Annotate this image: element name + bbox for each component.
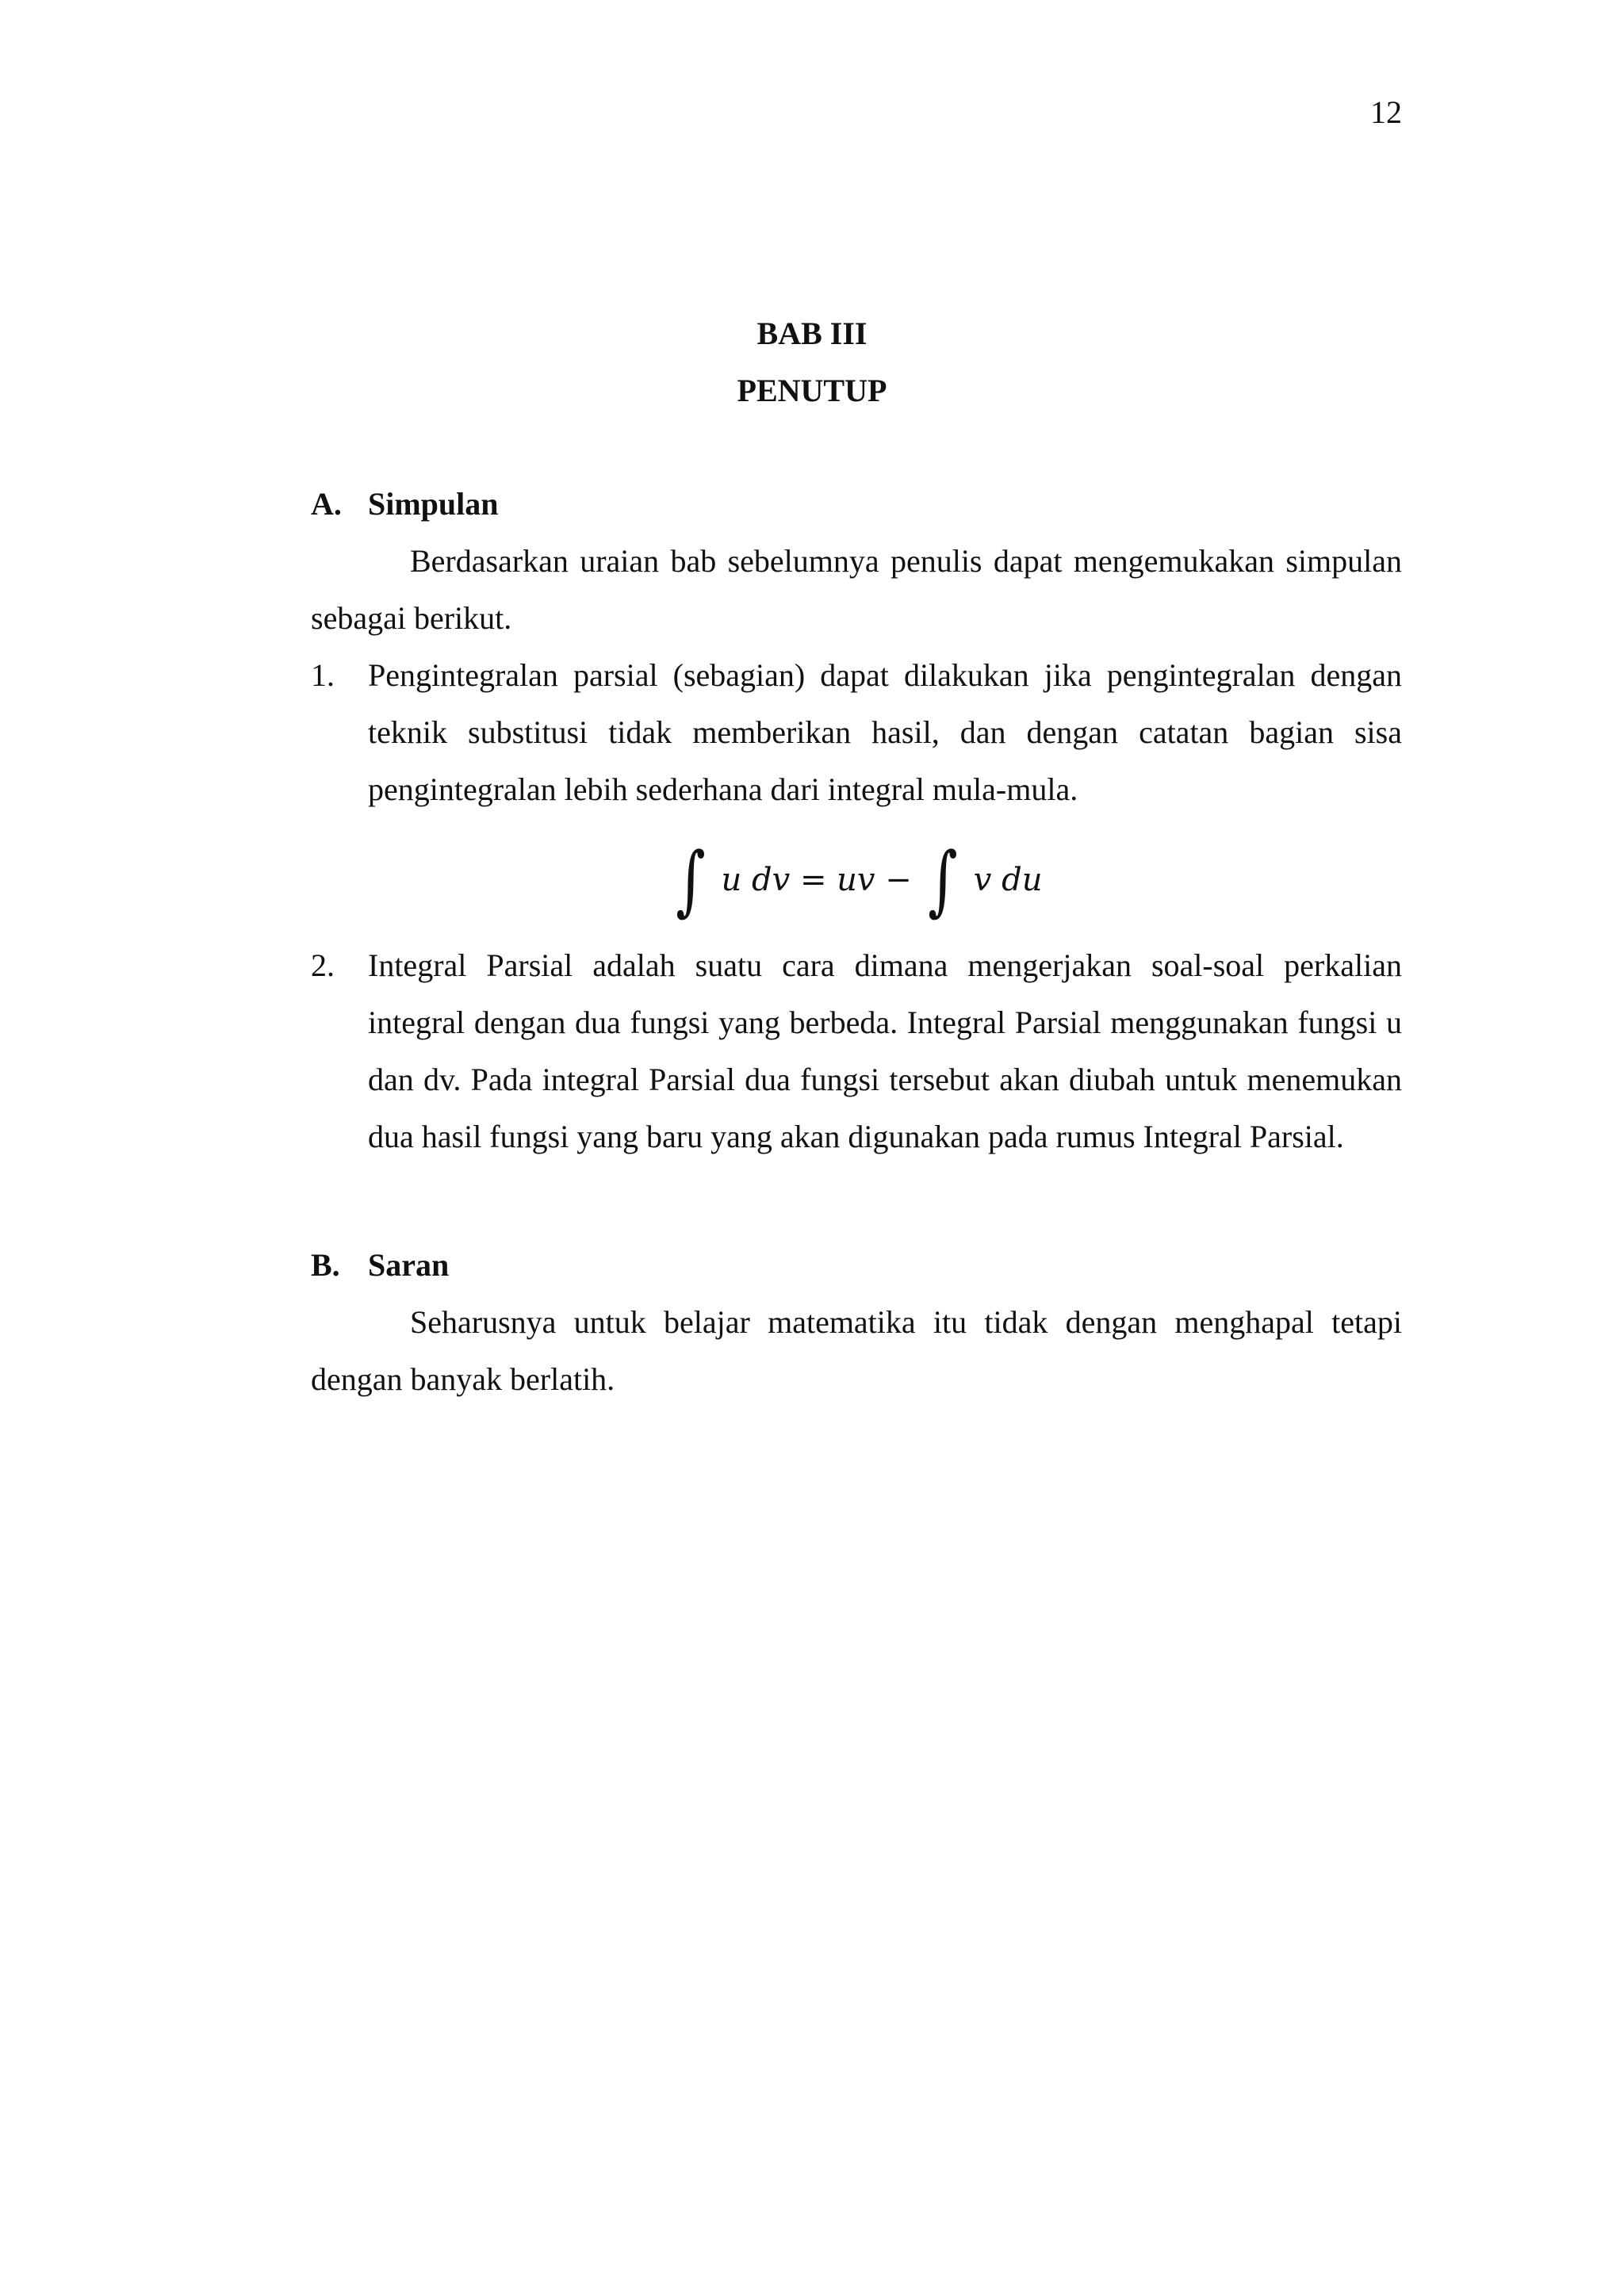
section-a-intro: Berdasarkan uraian bab sebelumnya penulis dapat mengemukakan simpulan sebagai berikut. xyxy=(311,543,1402,636)
chapter-title: BAB III xyxy=(756,316,868,351)
section-a-title: Simpulan xyxy=(368,486,499,522)
list-item-text: Integral Parsial adalah suatu cara dimana mengerjakan soal-soal perkalian integral dengan dua fungsi yang berbeda. Integral Parsial menggunakan fungsi u dan dv. Pada integral Parsial dua fungsi tersebut akan diubah untuk menemukan dua hasil fungsi yang baru yang akan digunakan pada rumus Integral Parsial. xyxy=(368,947,1402,1154)
chapter-heading xyxy=(0,305,1624,419)
section-b-heading xyxy=(311,1237,1402,1294)
list-item xyxy=(311,647,1402,818)
document-body xyxy=(311,476,1402,1408)
equation-left-side: u dv = uv − xyxy=(721,862,912,898)
page-number: 12 xyxy=(1370,94,1402,130)
list-item xyxy=(311,937,1402,1165)
section-spacer xyxy=(311,1165,1402,1237)
section-b-text: Seharusnya untuk belajar matematika itu tidak dengan menghapal tetapi dengan banyak berlatih. xyxy=(311,1304,1402,1397)
integral-sign-right: ∫ xyxy=(928,836,958,924)
integral-sign-left: ∫ xyxy=(675,836,706,924)
list-item-text: Pengintegralan parsial (sebagian) dapat dilakukan jika pengintegralan dengan teknik substitusi tidak memberikan hasil, dan dengan catatan bagian sisa pengintegralan lebih sederhana dari integral mula-mula. xyxy=(368,657,1402,807)
section-a-heading xyxy=(311,476,1402,533)
section-b-title: Saran xyxy=(368,1247,450,1283)
chapter-subtitle: PENUTUP xyxy=(737,373,887,408)
section-b-letter: B. xyxy=(311,1247,340,1283)
section-a-letter: A. xyxy=(311,486,342,522)
integration-by-parts-equation xyxy=(311,825,1402,936)
equation-right-side: v du xyxy=(973,862,1043,898)
list-item-number: 2. xyxy=(311,947,335,983)
list-item-number: 1. xyxy=(311,657,335,693)
